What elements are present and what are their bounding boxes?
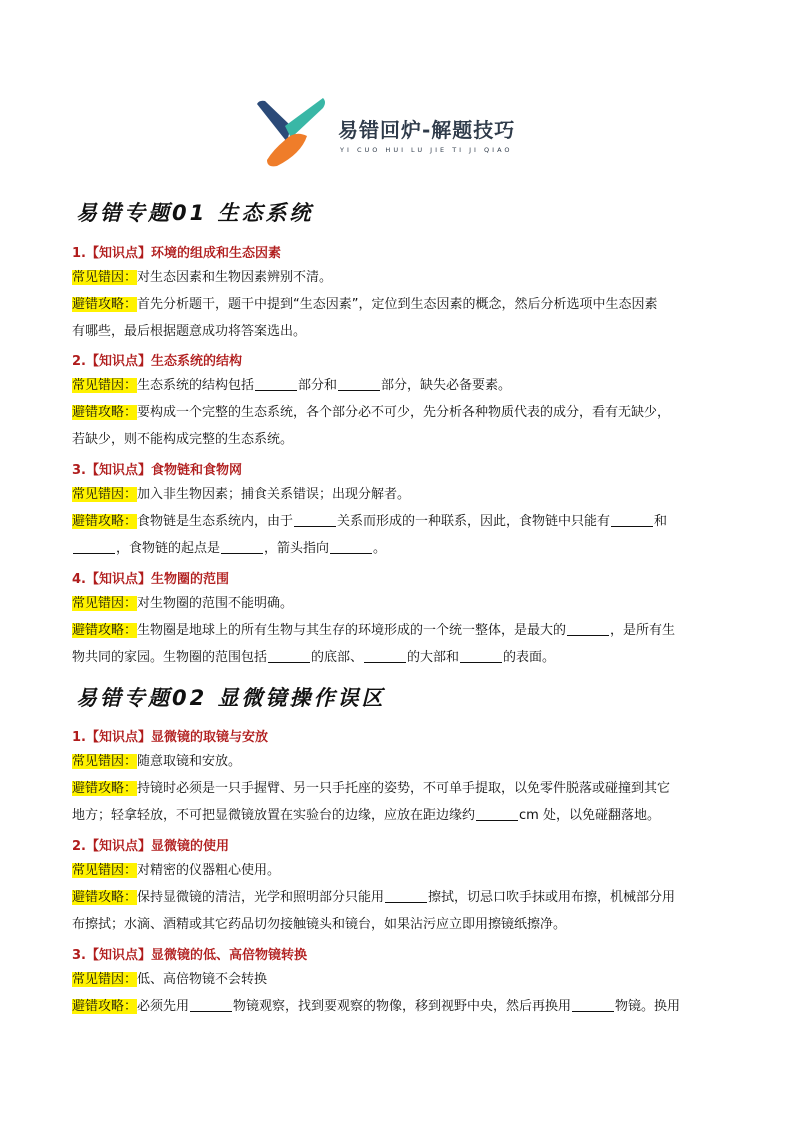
strategy-row-cont <box>72 644 722 671</box>
common-error-label: 常见错因： <box>72 270 138 285</box>
text-segment: 地方；轻拿轻放，不可把显微镜放置在实验台的边缘，应放在距边缘约 <box>72 808 476 823</box>
strategy-row <box>72 508 722 535</box>
text-segment: 首先分析题干，题干中提到“生态因素”，定位到生态因素的概念，然后分析选项中生态因素 <box>137 297 658 312</box>
text-segment: 部分，缺失必备要素。 <box>381 378 512 393</box>
error-row <box>72 590 722 617</box>
knowledge-point-heading: 1.【知识点】环境的组成和生态因素 <box>72 246 281 261</box>
text-segment: 。 <box>373 541 387 556</box>
knowledge-point-heading: 2.【知识点】显微镜的使用 <box>72 839 229 854</box>
fill-blank <box>567 621 609 636</box>
strategy-row-cont <box>72 535 722 562</box>
text-segment: 物共同的家园。生物圈的范围包括 <box>72 650 268 665</box>
text-segment: 的表面。 <box>503 650 556 665</box>
text-segment: ，箭头指向 <box>264 541 330 556</box>
fill-blank <box>572 997 614 1012</box>
section-title-1: 易错专题01 生态系统 <box>76 201 314 225</box>
fill-blank <box>268 648 310 663</box>
strategy-row <box>72 884 722 911</box>
common-error-label: 常见错因： <box>72 754 138 769</box>
fill-blank <box>338 376 380 391</box>
fill-blank <box>460 648 502 663</box>
fill-blank <box>611 512 653 527</box>
knowledge-point-heading: 4.【知识点】生物圈的范围 <box>72 572 229 587</box>
logo-y-icon <box>255 96 327 168</box>
text-segment: 食物链是生态系统内，由于 <box>137 514 294 529</box>
error-row <box>72 748 722 775</box>
fill-blank <box>190 997 232 1012</box>
avoid-strategy-label: 避错攻略： <box>72 297 138 312</box>
strategy-row-cont: 有哪些，最后根据题意成功将答案选出。 <box>72 324 307 339</box>
fill-blank <box>330 539 372 554</box>
text-segment: ，食物链的起点是 <box>116 541 221 556</box>
knowledge-point-heading: 3.【知识点】食物链和食物网 <box>72 463 242 478</box>
text-segment: 生物圈是地球上的所有生物与其生存的环境形成的一个统一整体，是最大的 <box>137 623 567 638</box>
text-segment: 和 <box>654 514 668 529</box>
text-segment: 对生物圈的范围不能明确。 <box>137 596 294 611</box>
strategy-row <box>72 617 722 644</box>
strategy-row-cont: 布擦拭；水滴、酒精或其它药品切勿接触镜头和镜台，如果沾污应立即用擦镜纸擦净。 <box>72 917 567 932</box>
knowledge-point-heading: 3.【知识点】显微镜的低、高倍物镜转换 <box>72 948 307 963</box>
fill-blank <box>294 512 336 527</box>
error-row <box>72 966 722 993</box>
logo-subtitle: YI CUO HUI LU JIE TI JI QIAO <box>340 146 513 154</box>
fill-blank <box>385 888 427 903</box>
text-segment: 随意取镜和安放。 <box>137 754 242 769</box>
text-segment: 要构成一个完整的生态系统，各个部分必不可少，先分析各种物质代表的成分，看有无缺少， <box>137 405 671 420</box>
text-segment: 的大部和 <box>407 650 460 665</box>
text-segment: 关系而形成的一种联系，因此，食物链中只能有 <box>337 514 611 529</box>
avoid-strategy-label: 避错攻略： <box>72 623 138 638</box>
avoid-strategy-label: 避错攻略： <box>72 999 138 1014</box>
error-row <box>72 372 722 399</box>
text-segment: 对精密的仪器粗心使用。 <box>137 863 281 878</box>
fill-blank <box>73 539 115 554</box>
text-segment: 必须先用 <box>137 999 190 1014</box>
error-row <box>72 264 722 291</box>
text-segment: 加入非生物因素；捕食关系错误；出现分解者。 <box>137 487 411 502</box>
text-segment: cm 处，以免碰翻落地。 <box>519 808 660 823</box>
knowledge-point-heading: 1.【知识点】显微镜的取镜与安放 <box>72 730 268 745</box>
text-segment: 的底部、 <box>311 650 364 665</box>
text-segment: 擦拭，切忌口吹手抹或用布擦，机械部分用 <box>428 890 676 905</box>
avoid-strategy-label: 避错攻略： <box>72 781 138 796</box>
text-segment: 低、高倍物镜不会转换 <box>137 972 268 987</box>
avoid-strategy-label: 避错攻略： <box>72 514 138 529</box>
text-segment: 生态系统的结构包括 <box>137 378 255 393</box>
strategy-row <box>72 993 722 1020</box>
error-row <box>72 857 722 884</box>
strategy-row <box>72 399 722 426</box>
avoid-strategy-label: 避错攻略： <box>72 405 138 420</box>
common-error-label: 常见错因： <box>72 596 138 611</box>
fill-blank <box>221 539 263 554</box>
text-segment: 部分和 <box>298 378 338 393</box>
fill-blank <box>476 806 518 821</box>
common-error-label: 常见错因： <box>72 378 138 393</box>
text-segment: 物镜。换用 <box>615 999 681 1014</box>
common-error-label: 常见错因： <box>72 972 138 987</box>
logo <box>255 96 555 168</box>
fill-blank <box>364 648 406 663</box>
strategy-row <box>72 291 722 318</box>
text-segment: 持镜时必须是一只手握臂、另一只手托座的姿势，不可单手提取，以免零件脱落或碰撞到其它 <box>137 781 671 796</box>
text-segment: 物镜观察，找到要观察的物像，移到视野中央，然后再换用 <box>233 999 572 1014</box>
strategy-row-cont <box>72 802 722 829</box>
text-segment: 保持显微镜的清洁，光学和照明部分只能用 <box>137 890 385 905</box>
strategy-row <box>72 775 722 802</box>
fill-blank <box>255 376 297 391</box>
text-segment: 对生态因素和生物因素辨别不清。 <box>137 270 333 285</box>
knowledge-point-heading: 2.【知识点】生态系统的结构 <box>72 354 242 369</box>
avoid-strategy-label: 避错攻略： <box>72 890 138 905</box>
error-row <box>72 481 722 508</box>
strategy-row-cont: 若缺少，则不能构成完整的生态系统。 <box>72 432 294 447</box>
section-title-2: 易错专题02 显微镜操作误区 <box>76 686 386 710</box>
common-error-label: 常见错因： <box>72 487 138 502</box>
logo-title: 易错回炉-解题技巧 <box>338 118 516 142</box>
common-error-label: 常见错因： <box>72 863 138 878</box>
text-segment: ，是所有生 <box>610 623 676 638</box>
